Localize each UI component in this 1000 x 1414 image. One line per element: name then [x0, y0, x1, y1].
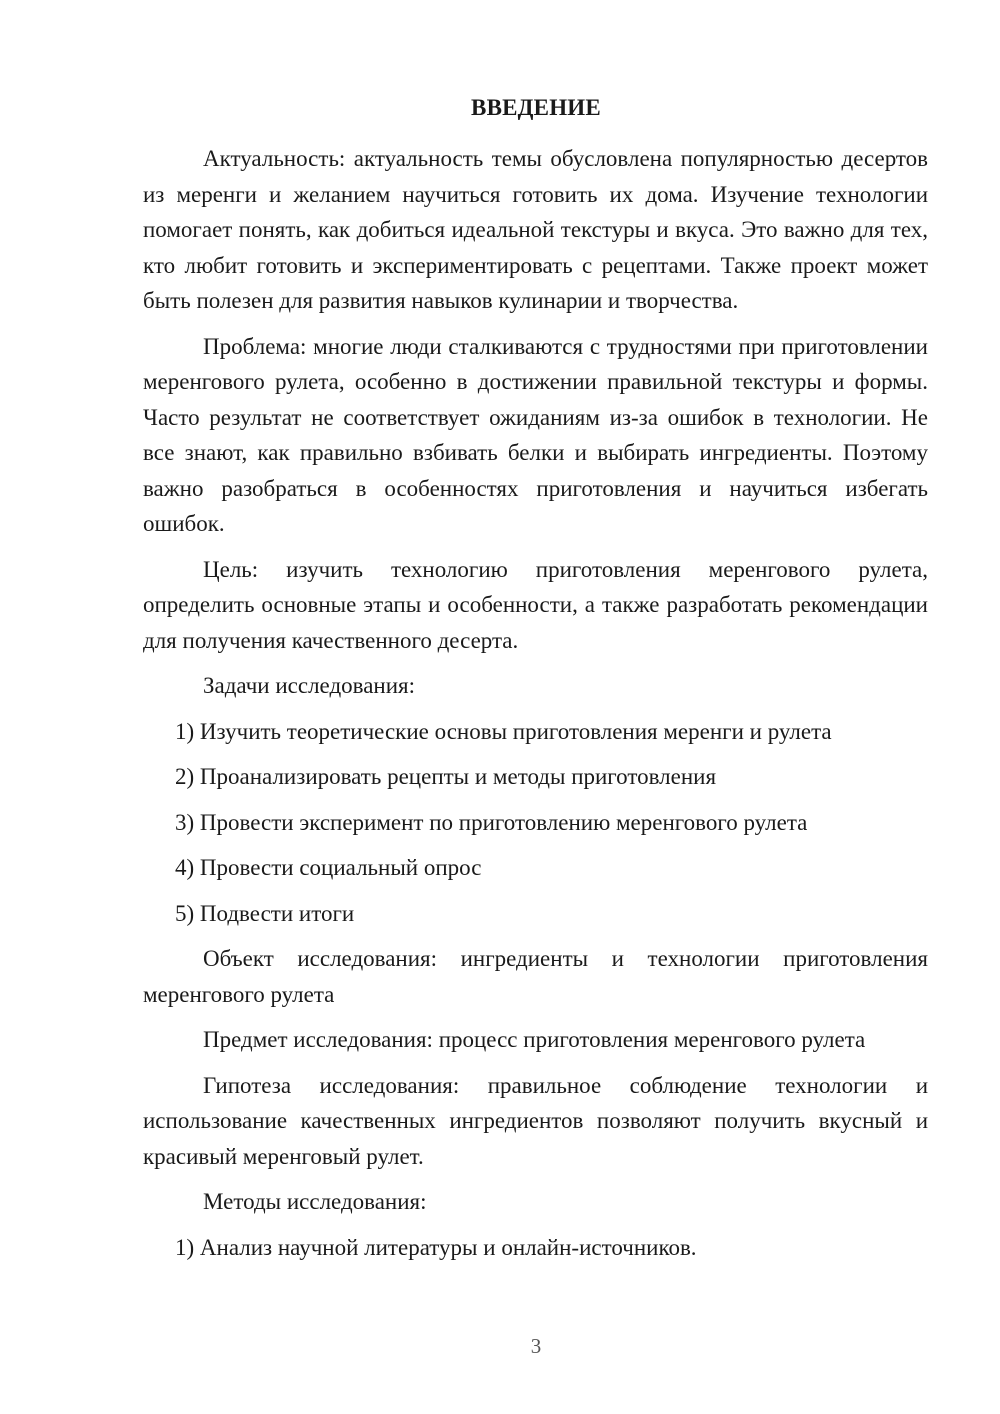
tasks-list	[143, 714, 928, 932]
page-title: ВВЕДЕНИЕ	[471, 95, 601, 120]
relevance-paragraph: Актуальность: актуальность темы обусловлена популярностью десертов из меренги и желанием научиться готовить их дома. Изучение технологии помогает понять, как добиться идеальной текстуры и вкуса. Это важно для тех, кто любит готовить и экспериментировать с рецептами. Также проект может быть полезен для развития навыков кулинарии и творчества.	[143, 146, 928, 313]
list-item: 1) Анализ научной литературы и онлайн-источников.	[175, 1234, 697, 1260]
list-item: 4) Провести социальный опрос	[175, 855, 482, 880]
list-item: 5) Подвести итоги	[175, 900, 355, 926]
goal-paragraph: Цель: изучить технологию приготовления меренгового рулета, определить основные этапы и особенности, а также разработать рекомендации для получения качественного десерта.	[143, 556, 928, 653]
list-item: 1) Изучить теоретические основы приготовления меренги и рулета	[175, 718, 832, 744]
methods-list	[143, 1230, 928, 1266]
methods-title: Методы исследования:	[203, 1189, 427, 1214]
hypothesis-paragraph: Гипотеза исследования: правильное соблюдение технологии и использование качественных ингредиентов позволяют получить вкусный и красивый меренговый рулет.	[143, 1072, 928, 1169]
object-paragraph: Объект исследования: ингредиенты и технологии приготовления меренгового рулета	[143, 946, 928, 1007]
list-item: 2) Проанализировать рецепты и методы приготовления	[175, 764, 717, 789]
page-body	[143, 141, 928, 1275]
subject-paragraph: Предмет исследования: процесс приготовления меренгового рулета	[203, 1027, 866, 1052]
problem-paragraph: Проблема: многие люди сталкиваются с трудностями при приготовлении меренгового рулета, особенно в достижении правильной текстуры и формы. Часто результат не соответствует ожиданиям из-за ошибок в технологии. Не все знают, как правильно взбивать белки и выбирать ингредиенты. Поэтому важно разобраться в особенностях приготовления и научиться избегать ошибок.	[143, 333, 928, 536]
page-number: 3	[530, 1334, 542, 1358]
tasks-title: Задачи исследования:	[203, 673, 416, 698]
list-item: 3) Провести эксперимент по приготовлению меренгового рулета	[175, 809, 808, 835]
